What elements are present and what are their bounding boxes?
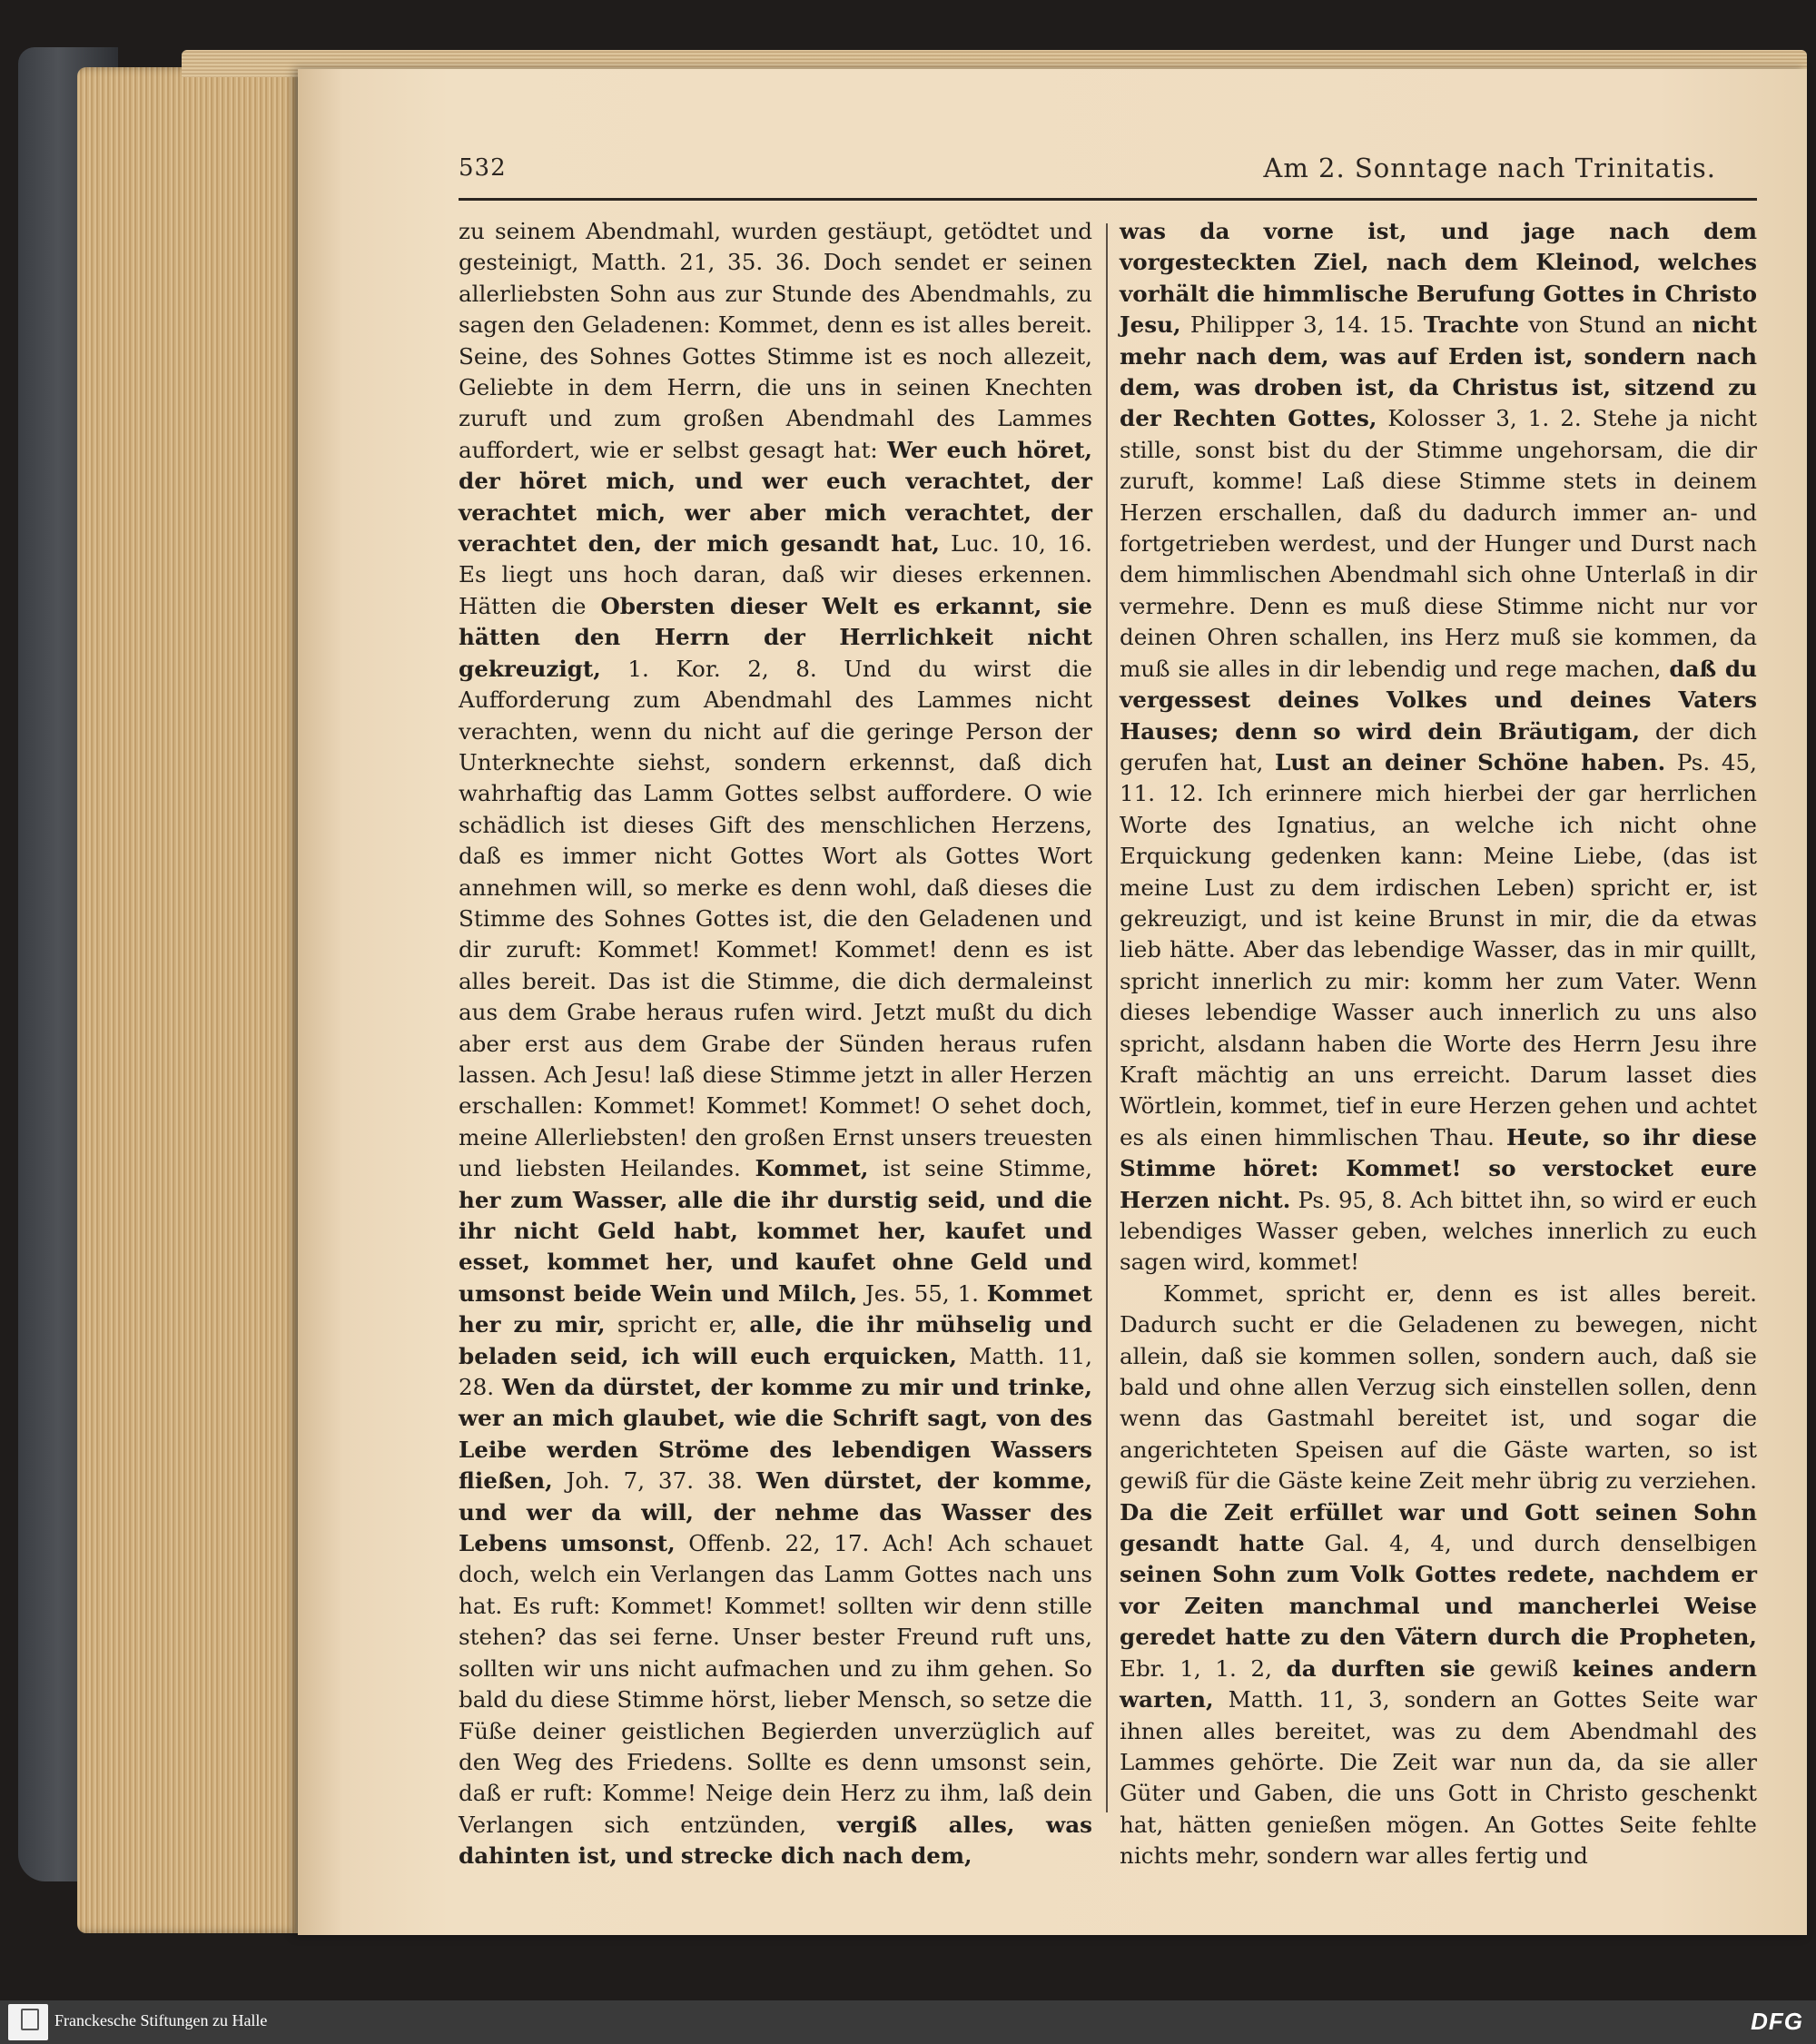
running-title: Am 2. Sonntage nach Trinitatis. xyxy=(1263,153,1716,183)
emphasized-text-run: Heute, so ihr diese Stimme höret: Kommet! so verstocket eure Herzen nicht. xyxy=(1120,1123,1757,1213)
emphasized-text-run: daß du vergessest deines Volkes und deines Vaters Hauses; denn so wird dein Bräutigam, xyxy=(1120,655,1757,745)
right-text-column xyxy=(1120,216,1758,1870)
right-paragraph-1 xyxy=(1120,216,1757,1279)
text-run: zu seinem Abendmahl, wurden gestäupt, getödtet und gesteinigt, Matth. 21, 35. 36. Doch sendet er seinen allerliebsten Sohn aus zur Stunde des Abendmahls, zu sagen den Geladenen: Kommet, denn es ist alles bereit. Seine, des Sohnes Gottes Stimme ist es noch allezeit, Geliebte in dem Herrn, die uns in seinen Knechten zuruft und zum großen Abendmahl des Lammes auffordert, wie er selbst gesagt hat: xyxy=(459,218,1092,463)
text-run: Kolosser 3, 1. 2. Stehe ja nicht stille, sonst bist du der Stimme ungehorsam, die dir zuruft, komme! Laß diese Stimme stets in deinem Herzen erschallen, daß du dadurch immer an- und fortgetrieben werdest, und der Hunger und Durst nach dem himmlischen Abendmahl sich ohne Unterlaß in dir vermehre. Denn es muß diese Stimme nicht nur vor deinen Ohren schallen, ins Herz muß sie kommen, da muß sie alles in dir lebendig und rege machen, xyxy=(1120,405,1757,682)
text-run: der dich gerufen hat, xyxy=(1120,717,1757,775)
emphasized-text-run: vergiß alles, was dahinten ist, und strecke dich nach dem, xyxy=(459,1811,1092,1870)
emphasized-text-run: Trachte xyxy=(1423,311,1520,339)
emphasized-text-run: Lust an deiner Schöne haben. xyxy=(1274,748,1666,775)
column-divider xyxy=(1106,223,1108,1812)
emphasized-text-run: nicht mehr nach dem, was auf Erden ist, sondern nach dem, was droben ist, da Christus ist, sitzend zu der Rechten Gottes, xyxy=(1120,311,1758,432)
emphasized-text-run: Obersten dieser Welt es erkannt, sie hätten den Herrn der Herrlichkeit nicht gekreuzigt, xyxy=(459,592,1092,682)
text-run: Offenb. 22, 17. Ach! Ach schauet doch, welch ein Verlangen das Lamm Gottes nach uns hat. Es ruft: Kommet! Kommet! sollten wir denn stille stehen? das sei ferne. Unser bester Freund ruft uns, sollten wir uns nicht aufmachen und zu ihm gehen. So bald du diese Stimme hörst, lieber Mensch, so setze die Füße deiner geistlichen Begierden unverzüglich auf den Weg des Friedens. Sollte es denn umsonst sein, daß er ruft: Komme! Neige dein Herz zu ihm, laß dein Verlangen sich entzünden, xyxy=(459,1530,1092,1838)
institution-name: Franckesche Stiftungen zu Halle xyxy=(54,2011,268,2029)
text-run: Matth. 11, 28. xyxy=(459,1342,1092,1401)
page-number: 532 xyxy=(459,154,507,182)
text-run: Matth. 11, 3, sondern an Gottes Seite war ihnen alles bereitet, was zu dem Abendmahl des Lammes gehörte. Die Zeit war nun da, da sie aller Güter und Gaben, die uns Gott in Christo geschenkt hat, hätten genießen mögen. An Gottes Seite fehlte nichts mehr, sondern war alles fertig und xyxy=(1120,1686,1757,1870)
text-run: Philipper 3, 14. 15. xyxy=(1180,311,1424,339)
footer-bar xyxy=(0,2000,1816,2044)
text-run: Ps. 95, 8. Ach bittet ihn, so wird er euch lebendiges Wasser geben, welches innerlich zu euch sagen wird, kommet! xyxy=(1120,1186,1757,1276)
emphasized-text-run: Kommet her zu mir, xyxy=(459,1279,1093,1338)
emphasized-text-run: da durften sie xyxy=(1286,1654,1476,1682)
left-text-column xyxy=(459,216,1093,1870)
running-head xyxy=(459,151,1757,201)
emphasized-text-run: Wer euch höret, der höret mich, und wer euch verachtet, der verachtet mich, wer aber mich verachtet, der verachtet den, der mich gesandt hat, xyxy=(459,436,1092,558)
emphasized-text-run: was da vorne ist, und jage nach dem vorgesteckten Ziel, nach dem Kleinod, welches vorhält die himmlische Berufung Gottes in Christo Jesu, xyxy=(1120,218,1757,339)
text-run: Joh. 7, 37. 38. xyxy=(552,1467,756,1495)
text-run: Kommet, spricht er, denn es ist alles bereit. Dadurch sucht er die Geladenen zu bewegen, nicht allein, daß sie kommen sollen, sondern auch, daß sie bald und ohne allen Verzug sich einstellen sollen, denn wenn das Gastmahl bereitet ist, und sogar die angerichteten Speisen auf die Gäste warten, so ist gewiß für die Gäste keine Zeit mehr übrig zu verziehen. xyxy=(1120,1279,1757,1495)
emphasized-text-run: her zum Wasser, alle die ihr durstig seid, und die ihr nicht Geld habt, kommet her, kaufet und esset, kommet her, und kaufet ohne Geld und umsonst beide Wein und Milch, xyxy=(459,1186,1092,1307)
institution-logo-icon xyxy=(8,2004,48,2040)
emphasized-text-run: alle, die ihr mühselig und beladen seid, ich will euch erquicken, xyxy=(459,1311,1092,1369)
right-paragraph-2 xyxy=(1120,1279,1757,1872)
emphasized-text-run: seinen Sohn zum Volk Gottes redete, nachdem er vor Zeiten manchmal und mancherlei Weise geredet hatte zu den Vätern durch die Propheten, xyxy=(1120,1561,1757,1651)
text-run: Ebr. 1, 1. 2, xyxy=(1120,1654,1287,1682)
dfg-logo: DFG xyxy=(1751,2008,1803,2035)
text-run: spricht er, xyxy=(605,1311,750,1338)
text-run: 1. Kor. 2, 8. Und du wirst die Aufforderung zum Abendmahl des Lammes nicht verachten, wenn du nicht auf die geringe Person der Unterknechte siehst, sondern erkennst, daß dich wahrhaftig das Lamm Gottes selbst auffordere. O wie schädlich ist dieses Gift des menschlichen Herzens, daß es immer nicht Gottes Wort als Gottes Wort annehmen will, so merke es denn wohl, daß dieses die Stimme des Sohnes Gottes ist, die den Geladenen und dir zuruft: Kommet! Kommet! Kommet! denn es ist alles bereit. Das ist die Stimme, die dich dermaleinst aus dem Grabe heraus rufen wird. Jetzt mußt du dich aber erst aus dem Grabe der Sünden heraus rufen lassen. Ach Jesu! laß diese Stimme jetzt in aller Herzen erschallen: Kommet! Kommet! Kommet! O sehet doch, meine Allerliebsten! den großen Ernst unsers treuesten und liebsten Heilandes. xyxy=(459,655,1092,1182)
emphasized-text-run: Wen dürstet, der komme, und wer da will, der nehme das Wasser des Lebens umsonst, xyxy=(459,1467,1093,1557)
emphasized-text-run: Da die Zeit erfüllet war und Gott seinen Sohn gesandt hatte xyxy=(1120,1498,1757,1557)
left-paragraph xyxy=(459,216,1092,1872)
text-run: ist seine Stimme, xyxy=(868,1155,1093,1182)
emphasized-text-run: Wen da dürstet, der komme zu mir und trinke, wer an mich glaubet, wie die Schrift sagt, von des Leibe werden Ströme des lebendigen Wassers fließen, xyxy=(459,1374,1092,1495)
emphasized-text-run: Kommet, xyxy=(755,1155,869,1182)
text-run: von Stund an xyxy=(1519,311,1693,339)
text-run: Jes. 55, 1. xyxy=(857,1279,987,1307)
text-run: Luc. 10, 16. Es liegt uns hoch daran, daß wir dieses erkennen. Hätten die xyxy=(459,530,1092,619)
text-run: Gal. 4, 4, und durch denselbigen xyxy=(1304,1530,1757,1557)
text-run: gewiß xyxy=(1475,1654,1573,1682)
emphasized-text-run: keines andern warten, xyxy=(1120,1654,1758,1713)
page-edges xyxy=(77,67,302,1933)
text-run: Ps. 45, 11. 12. Ich erinnere mich hierbei der gar herrlichen Worte des Ignatius, an welche ich nicht ohne Erquickung gedenken kann: Meine Liebe, (das ist meine Lust zu dem irdischen Leben) spricht er, ist gekreuzigt, und ist keine Brunst in mir, die da etwas lieb hätte. Aber das lebendige Wasser, das in mir quillt, spricht innerlich zu mir: komm her zum Vater. Wenn dieses lebendige Wasser auch innerlich zu uns also spricht, alsdann haben die Worte des Herrn Jesu ihre Kraft mächtig an uns erreicht. Darum lasset dies Wörtlein, kommet, tief in eure Herzen gehen und achtet es als einen himmlischen Thau. xyxy=(1120,748,1758,1150)
